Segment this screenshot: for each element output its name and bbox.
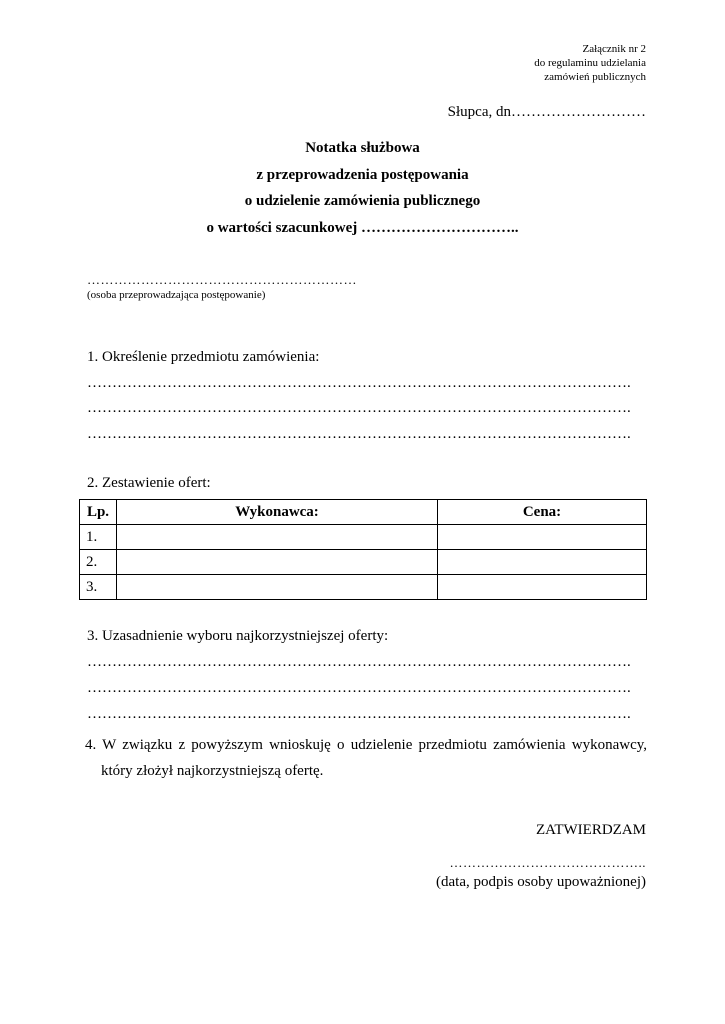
cell-lp: 3. (80, 575, 117, 600)
document-title (0, 135, 725, 241)
section-1-dotline: ………………………………………………………………………………………………. (87, 426, 631, 442)
person-caption: (osoba przeprowadzająca postępowanie) (87, 289, 266, 301)
table-row (80, 525, 647, 550)
section-4-line-1: 4. W związku z powyższym wnioskuję o udzielenie przedmiotu zamówienia wykonawcy, (85, 737, 647, 753)
section-3-dotline: ………………………………………………………………………………………………. (87, 654, 631, 670)
annex-line-1: Załącznik nr 2 (582, 43, 646, 55)
section-4-line-2: który złożył najkorzystniejszą ofertę. (101, 763, 324, 779)
cell-contractor (117, 550, 438, 575)
cell-contractor (117, 575, 438, 600)
header-contractor: Wykonawca: (117, 500, 438, 525)
table-row (80, 575, 647, 600)
title-line-1: Notatka służbowa (305, 140, 420, 156)
cell-lp: 2. (80, 550, 117, 575)
section-1-dotline: ………………………………………………………………………………………………. (87, 400, 631, 416)
signature-dots: …………………………………….. (449, 855, 646, 870)
section-1-dotline: ………………………………………………………………………………………………. (87, 375, 631, 391)
section-4-paragraph (87, 732, 647, 784)
cell-contractor (117, 525, 438, 550)
annex-line-3: zamówień publicznych (544, 71, 646, 83)
title-line-2: z przeprowadzenia postępowania (256, 166, 469, 183)
title-line-4: o wartości szacunkowej ………………………….. (206, 219, 519, 236)
cell-price (438, 525, 647, 550)
header-lp: Lp. (80, 500, 117, 525)
table-header-row (80, 500, 647, 525)
annex-header (534, 42, 646, 84)
cell-price (438, 575, 647, 600)
title-line-3: o udzielenie zamówienia publicznego (244, 193, 481, 209)
section-2-heading: 2. Zestawienie ofert: (87, 475, 211, 491)
section-1-heading: 1. Określenie przedmiotu zamówienia: (87, 349, 320, 365)
cell-price (438, 550, 647, 575)
person-dots: …………………………………………………… (87, 272, 357, 287)
section-3-dotline: ………………………………………………………………………………………………. (87, 680, 631, 696)
table-row (80, 550, 647, 575)
header-price: Cena: (438, 500, 647, 525)
cell-lp: 1. (80, 525, 117, 550)
approval-label: ZATWIERDZAM (536, 822, 646, 838)
section-3-dotline: ………………………………………………………………………………………………. (87, 706, 631, 722)
place-date: Słupca, dn……………………… (447, 104, 646, 120)
section-3-heading: 3. Uzasadnienie wyboru najkorzystniejszej oferty: (87, 628, 389, 644)
offers-table (79, 499, 647, 600)
signature-caption: (data, podpis osoby upoważnionej) (436, 874, 646, 890)
annex-line-2: do regulaminu udzielania (534, 57, 646, 69)
